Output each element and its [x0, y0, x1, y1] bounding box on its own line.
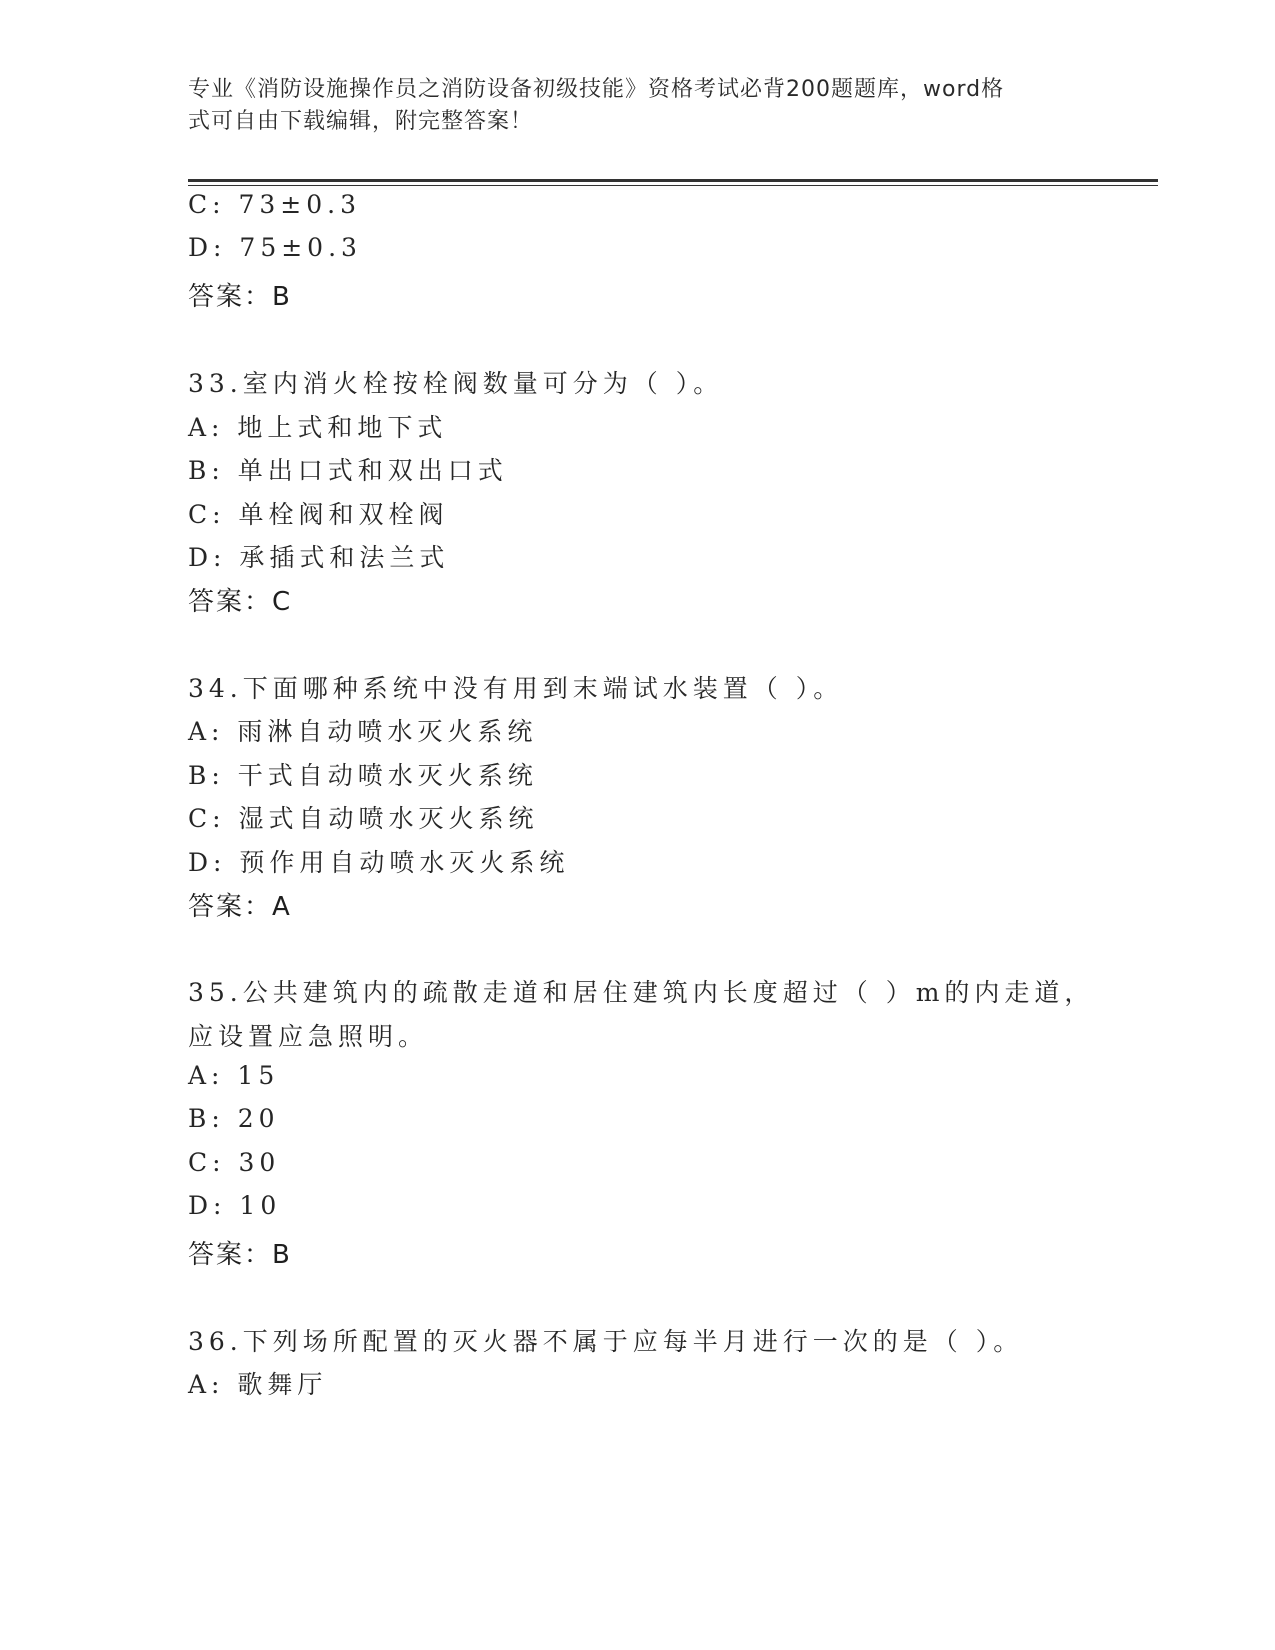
option-d: D: 10 — [188, 1191, 282, 1220]
option-a: A: 地上式和地下式 — [188, 413, 448, 442]
option-c: C: 单栓阀和双栓阀 — [188, 500, 449, 529]
option-b: B: 干式自动喷水灭火系统 — [188, 761, 538, 790]
option-a: A: 歌舞厅 — [188, 1370, 328, 1399]
option-c: C: 30 — [188, 1148, 281, 1177]
option-c: C: 湿式自动喷水灭火系统 — [188, 804, 539, 833]
option-d: D: 75±0.3 — [188, 233, 362, 262]
option-d: D: 预作用自动喷水灭火系统 — [188, 848, 570, 877]
document-title-line-2: 式可自由下载编辑，附完整答案！ — [188, 109, 534, 134]
question-text: 33.室内消火栓按栓阀数量可分为（ ）。 — [188, 369, 724, 398]
document-title — [188, 74, 1068, 138]
answer-label: 答案：A — [188, 892, 292, 922]
option-b: B: 20 — [188, 1104, 280, 1133]
option-a: A: 雨淋自动喷水灭火系统 — [188, 717, 538, 746]
header-divider-thick — [188, 179, 1158, 182]
option-c: C: 73±0.3 — [188, 190, 362, 219]
question-text-line-2: 应设置应急照明。 — [188, 1022, 429, 1051]
option-a: A: 15 — [188, 1061, 280, 1090]
option-b: B: 单出口式和双出口式 — [188, 456, 508, 485]
answer-label: 答案：B — [188, 1240, 292, 1270]
question-text-line-1: 35.公共建筑内的疏散走道和居住建筑内长度超过（ ）m的内走道， — [188, 978, 1095, 1007]
answer-label: 答案：B — [188, 282, 292, 312]
option-d: D: 承插式和法兰式 — [188, 543, 450, 572]
header-divider-thin — [188, 185, 1158, 186]
question-text: 36.下列场所配置的灭火器不属于应每半月进行一次的是（ ）。 — [188, 1327, 1024, 1356]
question-text: 34.下面哪种系统中没有用到末端试水装置（ ）。 — [188, 674, 844, 703]
answer-label: 答案：C — [188, 587, 293, 617]
document-title-line-1: 专业《消防设施操作员之消防设备初级技能》资格考试必背200题题库，word格 — [188, 77, 1005, 102]
